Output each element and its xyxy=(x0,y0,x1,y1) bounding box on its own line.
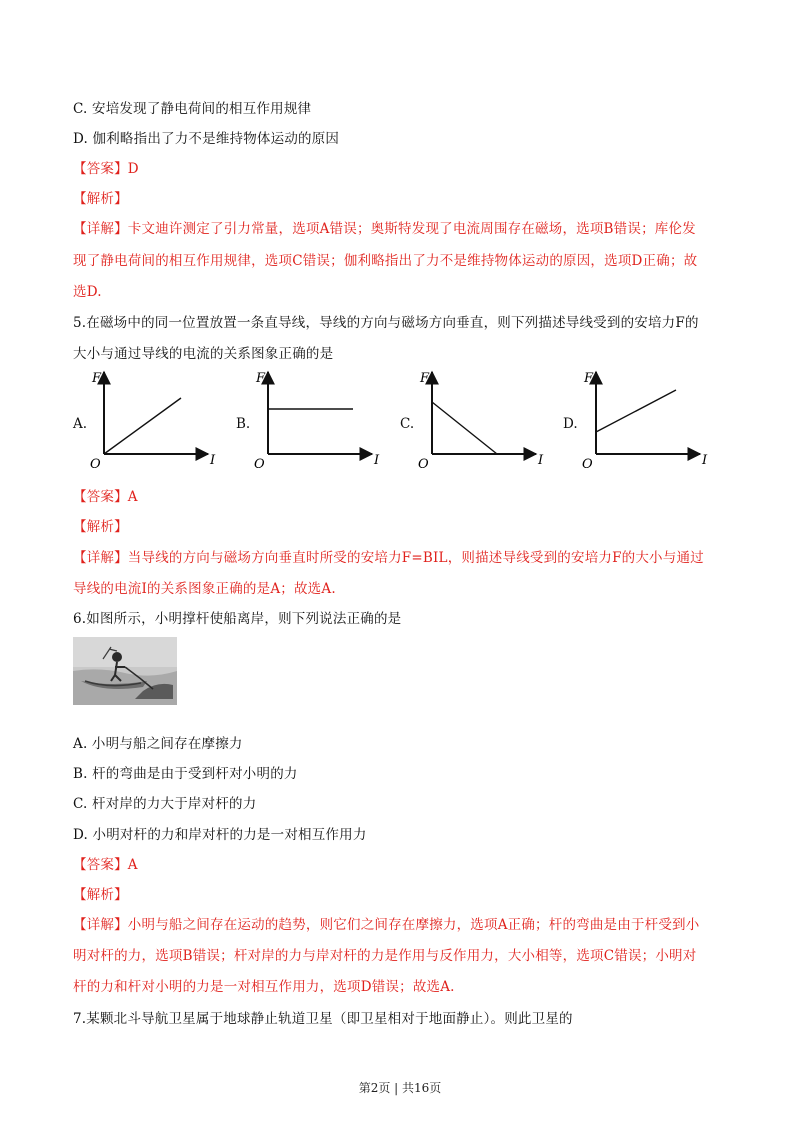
q5-answer: 【答案】A xyxy=(73,489,138,505)
q5-graph-c xyxy=(414,364,554,472)
q6-analysis: 【解析】 xyxy=(73,887,128,903)
graph-d-y-label: F xyxy=(584,371,594,386)
q6-option-c: C. 杆对岸的力大于岸对杆的力 xyxy=(73,796,257,812)
q5-stem-line-2: 大小与通过导线的电流的关系图象正确的是 xyxy=(73,346,334,362)
q5-stem-line-1: 5.在磁场中的同一位置放置一条直导线，导线的方向与磁场方向垂直，则下列描述导线受到的安培力F的 xyxy=(73,315,699,331)
q5-graph-b xyxy=(250,364,390,472)
q7-stem: 7.某颗北斗导航卫星属于地球静止轨道卫星（即卫星相对于地面静止）。则此卫星的 xyxy=(73,1011,573,1027)
q4-option-c: C. 安培发现了静电荷间的相互作用规律 xyxy=(73,101,312,117)
graph-c-origin: O xyxy=(418,457,429,472)
q4-detail-line-1: 【详解】卡文迪许测定了引力常量，选项A错误；奥斯特发现了电流周围存在磁场，选项B错误；库伦发 xyxy=(73,221,696,237)
graph-d-origin: O xyxy=(582,457,593,472)
q6-detail-line-3: 杆的力和杆对小明的力是一对相互作用力，选项D错误；故选A. xyxy=(73,979,455,995)
graph-c-y-label: F xyxy=(420,371,430,386)
graph-a-x-label: I xyxy=(210,453,216,468)
q5-detail-line-1: 【详解】当导线的方向与磁场方向垂直时所受的安培力F=BIL，则描述导线受到的安培力F的大小与通过 xyxy=(73,550,704,566)
q5-graph-a xyxy=(86,364,226,472)
q4-detail-line-3: 选D. xyxy=(73,284,102,300)
q6-boat-illustration xyxy=(73,637,177,705)
q4-option-d: D. 伽利略指出了力不是维持物体运动的原因 xyxy=(73,131,340,147)
graph-b-y-label: F xyxy=(256,371,266,386)
q4-analysis: 【解析】 xyxy=(73,191,128,207)
q4-answer: 【答案】D xyxy=(73,161,139,177)
q4-detail-line-2: 现了静电荷间的相互作用规律，选项C错误；伽利略指出了力不是维持物体运动的原因，选项D正确；故 xyxy=(73,253,698,269)
q5-graph-d xyxy=(578,364,718,472)
q6-option-b: B. 杆的弯曲是由于受到杆对小明的力 xyxy=(73,766,298,782)
q5-graph-a-label: A. xyxy=(73,416,88,432)
graph-b-x-label: I xyxy=(374,453,380,468)
q5-graph-c-label: C. xyxy=(400,416,415,432)
q5-analysis: 【解析】 xyxy=(73,519,128,535)
q6-detail-line-2: 明对杆的力，选项B错误；杆对岸的力与岸对杆的力是作用与反作用力，大小相等，选项C错误；小明对 xyxy=(73,948,697,964)
graph-b-origin: O xyxy=(254,457,265,472)
q5-detail-line-2: 导线的电流I的关系图象正确的是A；故选A. xyxy=(73,581,336,597)
q5-graph-d-label: D. xyxy=(563,416,578,432)
q6-option-a: A. 小明与船之间存在摩擦力 xyxy=(73,736,243,752)
graph-a-origin: O xyxy=(90,457,101,472)
q6-answer: 【答案】A xyxy=(73,857,138,873)
q5-graph-b-label: B. xyxy=(236,416,251,432)
q6-option-d: D. 小明对杆的力和岸对杆的力是一对相互作用力 xyxy=(73,827,367,843)
graph-c-x-label: I xyxy=(538,453,544,468)
page-footer: 第2页 | 共16页 xyxy=(358,1081,442,1095)
q6-detail-line-1: 【详解】小明与船之间存在运动的趋势，则它们之间存在摩擦力，选项A正确；杆的弯曲是由于杆受到小 xyxy=(73,917,700,933)
graph-d-x-label: I xyxy=(702,453,708,468)
q6-stem: 6.如图所示，小明撑杆使船离岸，则下列说法正确的是 xyxy=(73,611,402,627)
graph-a-y-label: F xyxy=(92,371,102,386)
